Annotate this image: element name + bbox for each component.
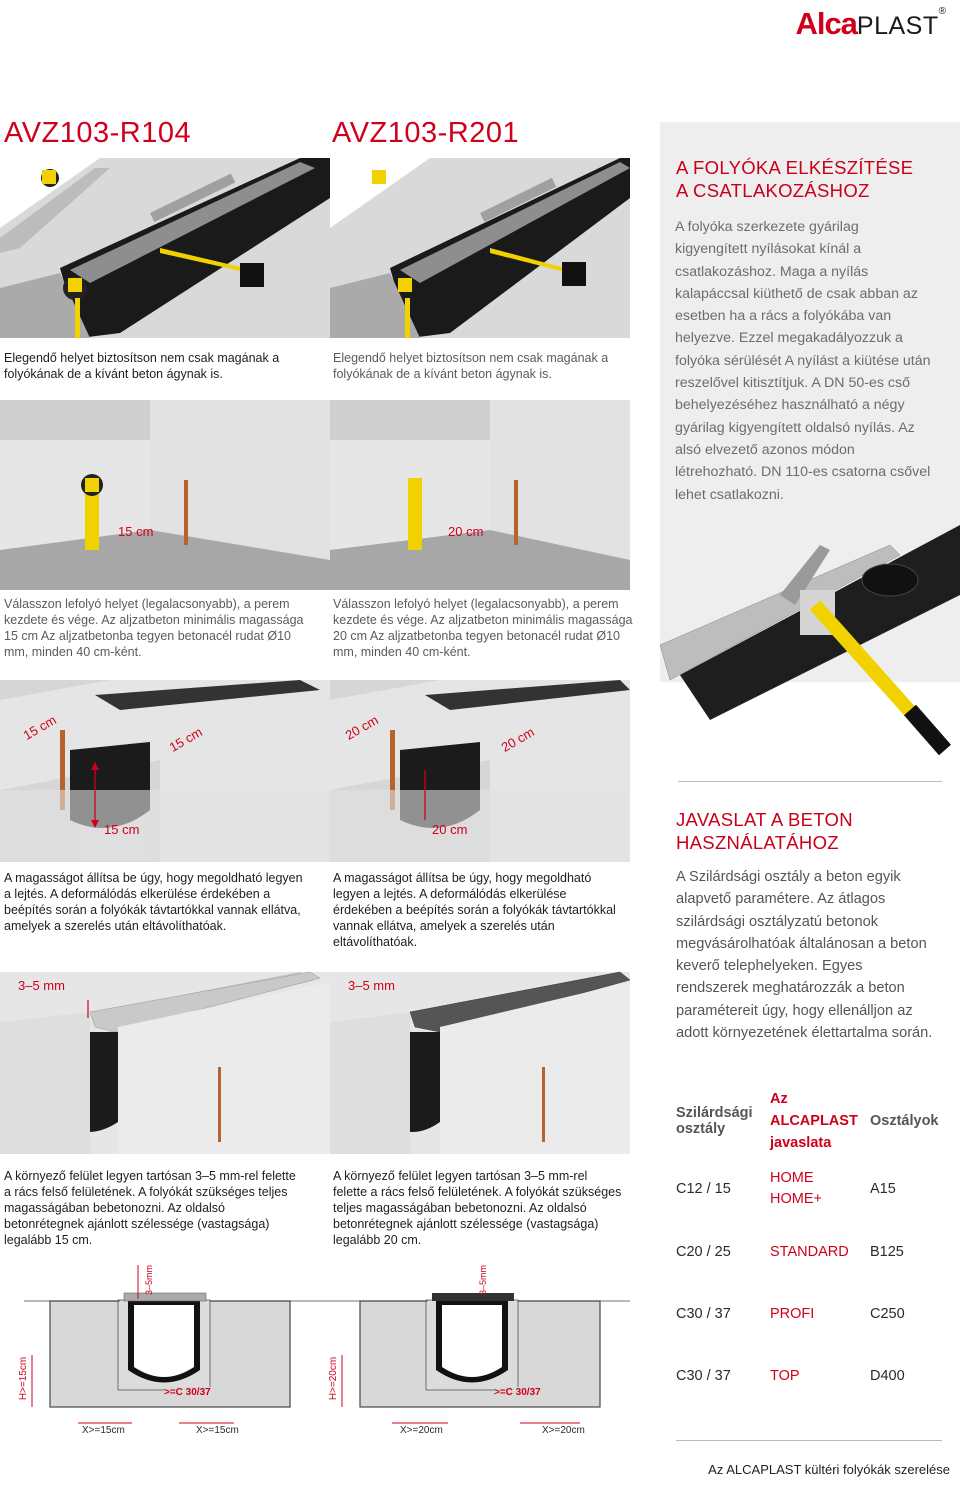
table-row — [676, 1346, 954, 1406]
photo-grating-installed-mid — [330, 972, 630, 1154]
table-header-row — [676, 1086, 954, 1156]
height-label-mid: 20 cm — [432, 822, 468, 837]
section-divider — [678, 781, 942, 782]
heading-connection — [676, 156, 913, 202]
dwg-class-mid: >=C 30/37 — [494, 1387, 541, 1398]
col-header-recommendation: Az ALCAPLAST javaslata — [770, 1091, 858, 1151]
cell-class: A15 — [870, 1181, 896, 1197]
concrete-spec-table — [676, 1086, 954, 1406]
cell-strength: C30 / 37 — [676, 1306, 731, 1322]
cell-recommendation: PROFI — [770, 1306, 815, 1322]
depth-label-mid: 20 cm — [448, 524, 484, 539]
step1-caption-mid: Elegendő helyet biztosítson nem csak magának a folyókának de a kívánt beton ágynak is. — [333, 351, 609, 381]
cell-class: C250 — [870, 1306, 905, 1322]
step1-caption-left: Elegendő helyet biztosítson nem csak magának a folyókának de a kívánt beton ágynak is. — [4, 351, 280, 381]
cell-recommendation: HOME HOME+ — [770, 1170, 822, 1207]
step4-caption-mid: A környező felület legyen tartósan 3–5 mm-rel felette a rács felső felületének. A folyókát szükséges teljes magasságában bebetonozni. Az oldalsó betonrétegnek ajánlott szélessége (vastagsága) legalább 20 cm. — [333, 1169, 622, 1247]
photo-channel-trench-mid — [330, 158, 630, 338]
logo-alca: Alca — [795, 6, 857, 41]
depth-label-left: 15 cm — [118, 524, 154, 539]
width-label-a-left: 15 cm — [20, 712, 59, 743]
cell-recommendation: TOP — [770, 1368, 800, 1384]
connection-text: A folyóka szerkezete gyárilag kigyengített nyílásokat kínál a csatlakozáshoz. Maga a nyílás kalapáccsal kiüthető de csak abban az esetben ha a rács a folyókába van helyezve. Ezzel megakadályozzuk a folyóka sérülését A nyílást a kiütése után reszelővel kitisztítjuk. A DN 50-es cső behelyezéséhez használható a négy gyárilag kigyengített oldalsó nyílás. Az alsó elvezető azonos módon létrehozható. DN 110-es csatorna csővel lehet csatlakozni. — [675, 219, 931, 503]
heading-concrete — [676, 808, 853, 854]
step3-caption-left: A magasságot állítsa be úgy, hogy megoldható legyen a lejtés. A deformálódás elkerülése érdekében a beépítés során a folyókák távtartókkal vannak ellátva, amelyek a szerelés után eltávolíthatóak. — [4, 871, 303, 933]
dwg-height-left: H>=15cm — [18, 1356, 30, 1401]
dwg-x2-mid: X>=20cm — [542, 1425, 585, 1436]
footer-divider — [676, 1440, 942, 1441]
alcaplast-logo: AlcaPLAST® — [795, 6, 946, 41]
heading-concrete-line2: HASZNÁLATÁHOZ — [676, 832, 839, 853]
logo-plast: PLAST — [856, 12, 939, 40]
heading-concrete-line1: JAVASLAT A BETON — [676, 809, 853, 830]
dwg-x1-mid: X>=20cm — [400, 1425, 443, 1436]
photo-hammer-knockout — [660, 505, 960, 770]
gap-label-left: 3–5 mm — [18, 978, 65, 993]
table-row — [676, 1282, 954, 1346]
photo-trench-depth-left — [0, 400, 330, 590]
dwg-gap-mid: 3–5mm — [478, 1264, 489, 1296]
cell-class: D400 — [870, 1368, 905, 1384]
col-header-strength: Szilárdsági osztály — [676, 1105, 753, 1137]
table-row — [676, 1156, 954, 1222]
section-drawing-mid — [330, 1265, 630, 1445]
photo-formwork-left — [0, 680, 330, 862]
photo-grating-installed-left — [0, 972, 330, 1154]
step3-caption-mid: A magasságot állítsa be úgy, hogy megoldható legyen a lejtés. A deformálódás elkerülése érdekében a beépítés során a folyókák távtartókkal vannak ellátva, amelyek a szerelés után eltávolíthatóak. — [333, 871, 616, 949]
concrete-text: A Szilárdsági osztály a beton egyik alapvető paramétere. Az átlagos szilárdsági osztályzatú betonok megvásárolhatóak általánosan a beton keverő telephelyeken. Egyes rendszerek meghatározzák a beton paramétereit úgy, hogy ellenálljon az adott környezetének élettartalma során. — [676, 869, 933, 1042]
width-label-b-mid: 20 cm — [498, 724, 537, 755]
photo-formwork-mid — [330, 680, 630, 862]
model-title-mid: AVZ103-R201 — [332, 117, 520, 149]
height-label-left: 15 cm — [104, 822, 140, 837]
dwg-class-left: >=C 30/37 — [164, 1387, 211, 1398]
dwg-height-mid: H>=20cm — [328, 1356, 340, 1401]
section-drawing-left — [18, 1264, 330, 1445]
photo-trench-depth-mid — [330, 400, 630, 590]
table-row — [676, 1222, 954, 1282]
model-title-left: AVZ103-R104 — [4, 117, 192, 149]
cell-strength: C30 / 37 — [676, 1368, 731, 1384]
gap-label-mid: 3–5 mm — [348, 978, 395, 993]
dwg-x2-left: X>=15cm — [196, 1425, 239, 1436]
photo-channel-trench-left — [0, 158, 330, 338]
col-header-classes: Osztályok — [870, 1113, 939, 1129]
dwg-gap-left: 3–5mm — [144, 1264, 155, 1296]
step4-caption-left: A környező felület legyen tartósan 3–5 mm-rel felette a rács felső felületének. A folyókát szükséges teljes magasságában bebetonozni. Az oldalsó betonrétegnek ajánlott szélessége (vastagsága) legalább 15 cm. — [4, 1169, 296, 1247]
footer-text: Az ALCAPLAST kültéri folyókák szerelése — [708, 1462, 950, 1477]
width-label-a-mid: 20 cm — [342, 712, 381, 743]
cell-recommendation: STANDARD — [770, 1244, 849, 1260]
step2-caption-left: Válasszon lefolyó helyet (legalacsonyabb), a perem kezdete és vége. Az aljzatbeton minimális magassága 15 cm Az aljzatbetonba tegyen betonacél rudat Ø10 mm, minden 40 cm-ként. — [4, 597, 304, 659]
cell-strength: C12 / 15 — [676, 1181, 731, 1197]
cell-strength: C20 / 25 — [676, 1244, 731, 1260]
step2-caption-mid: Válasszon lefolyó helyet (legalacsonyabb), a perem kezdete és vége. Az aljzatbeton minimális magassága 20 cm Az aljzatbetonba tegyen betonacél rudat Ø10 mm, minden 40 cm-ként. — [333, 597, 633, 659]
width-label-b-left: 15 cm — [166, 724, 205, 755]
dwg-x1-left: X>=15cm — [82, 1425, 125, 1436]
cell-class: B125 — [870, 1244, 904, 1260]
heading-connection-line1: A FOLYÓKA ELKÉSZÍTÉSE — [676, 157, 914, 178]
heading-connection-line2: A CSATLAKOZÁSHOZ — [676, 180, 870, 201]
